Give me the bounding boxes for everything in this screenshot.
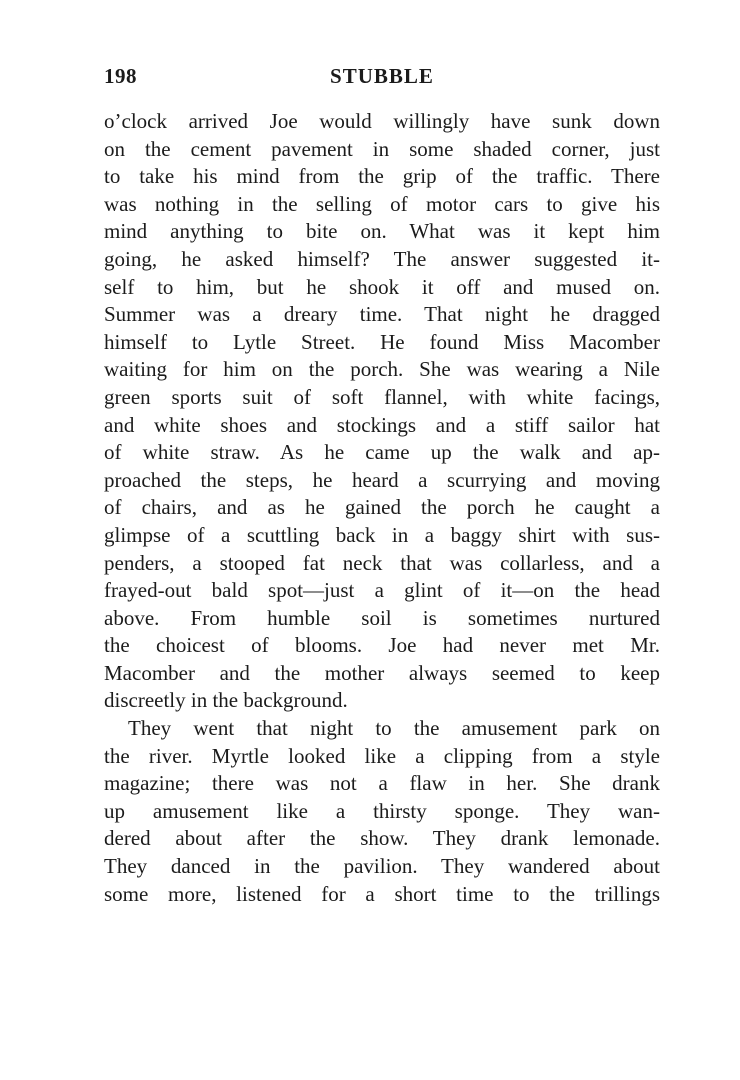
text-line: going, he asked himself? The answer suggested it- <box>104 246 660 271</box>
text-line: magazine; there was not a flaw in her. She drank <box>104 771 660 796</box>
text-line: They went that night to the amusement park on <box>128 716 660 741</box>
text-line: of white straw. As he came up the walk and ap- <box>104 440 660 465</box>
paragraph-1 <box>104 108 660 715</box>
text-line: and white shoes and stockings and a stiff sailor hat <box>104 412 660 437</box>
text-line: green sports suit of soft flannel, with white facings, <box>104 384 660 409</box>
text-line: was nothing in the selling of motor cars to give his <box>104 191 660 216</box>
text-line: the choicest of blooms. Joe had never met Mr. <box>104 633 660 658</box>
running-title: STUBBLE <box>330 64 434 88</box>
text-line: up amusement like a thirsty sponge. They wan- <box>104 798 660 823</box>
text-line: frayed-out bald spot—just a glint of it—on the head <box>104 578 660 603</box>
text-line: Macomber and the mother always seemed to keep <box>104 660 660 685</box>
text-line: waiting for him on the porch. She was wearing a Nile <box>104 357 660 382</box>
text-line: the river. Myrtle looked like a clipping from a style <box>104 743 660 768</box>
text-line: above. From humble soil is sometimes nurtured <box>104 605 660 630</box>
page-header <box>104 64 660 94</box>
text-line: of chairs, and as he gained the porch he caught a <box>104 495 660 520</box>
text-line: They danced in the pavilion. They wandered about <box>104 854 660 879</box>
paragraph-2 <box>104 715 660 908</box>
text-line: mind anything to bite on. What was it kept him <box>104 219 660 244</box>
text-line: self to him, but he shook it off and mused on. <box>104 274 660 299</box>
text-line: glimpse of a scuttling back in a baggy shirt with sus- <box>104 522 660 547</box>
text-line: some more, listened for a short time to the trillings <box>104 881 660 906</box>
page-number: 198 <box>104 64 137 88</box>
text-line: to take his mind from the grip of the traffic. There <box>104 164 660 189</box>
text-line: dered about after the show. They drank lemonade. <box>104 826 660 851</box>
body-text <box>104 108 660 908</box>
text-line: proached the steps, he heard a scurrying and moving <box>104 467 660 492</box>
text-line: Summer was a dreary time. That night he dragged <box>104 302 660 327</box>
text-line: himself to Lytle Street. He found Miss Macomber <box>104 329 660 354</box>
text-line: on the cement pavement in some shaded corner, just <box>104 136 660 161</box>
text-line: penders, a stooped fat neck that was collarless, and a <box>104 550 660 575</box>
text-line: o’clock arrived Joe would willingly have sunk down <box>104 109 660 133</box>
text-line: discreetly in the background. <box>104 688 348 713</box>
